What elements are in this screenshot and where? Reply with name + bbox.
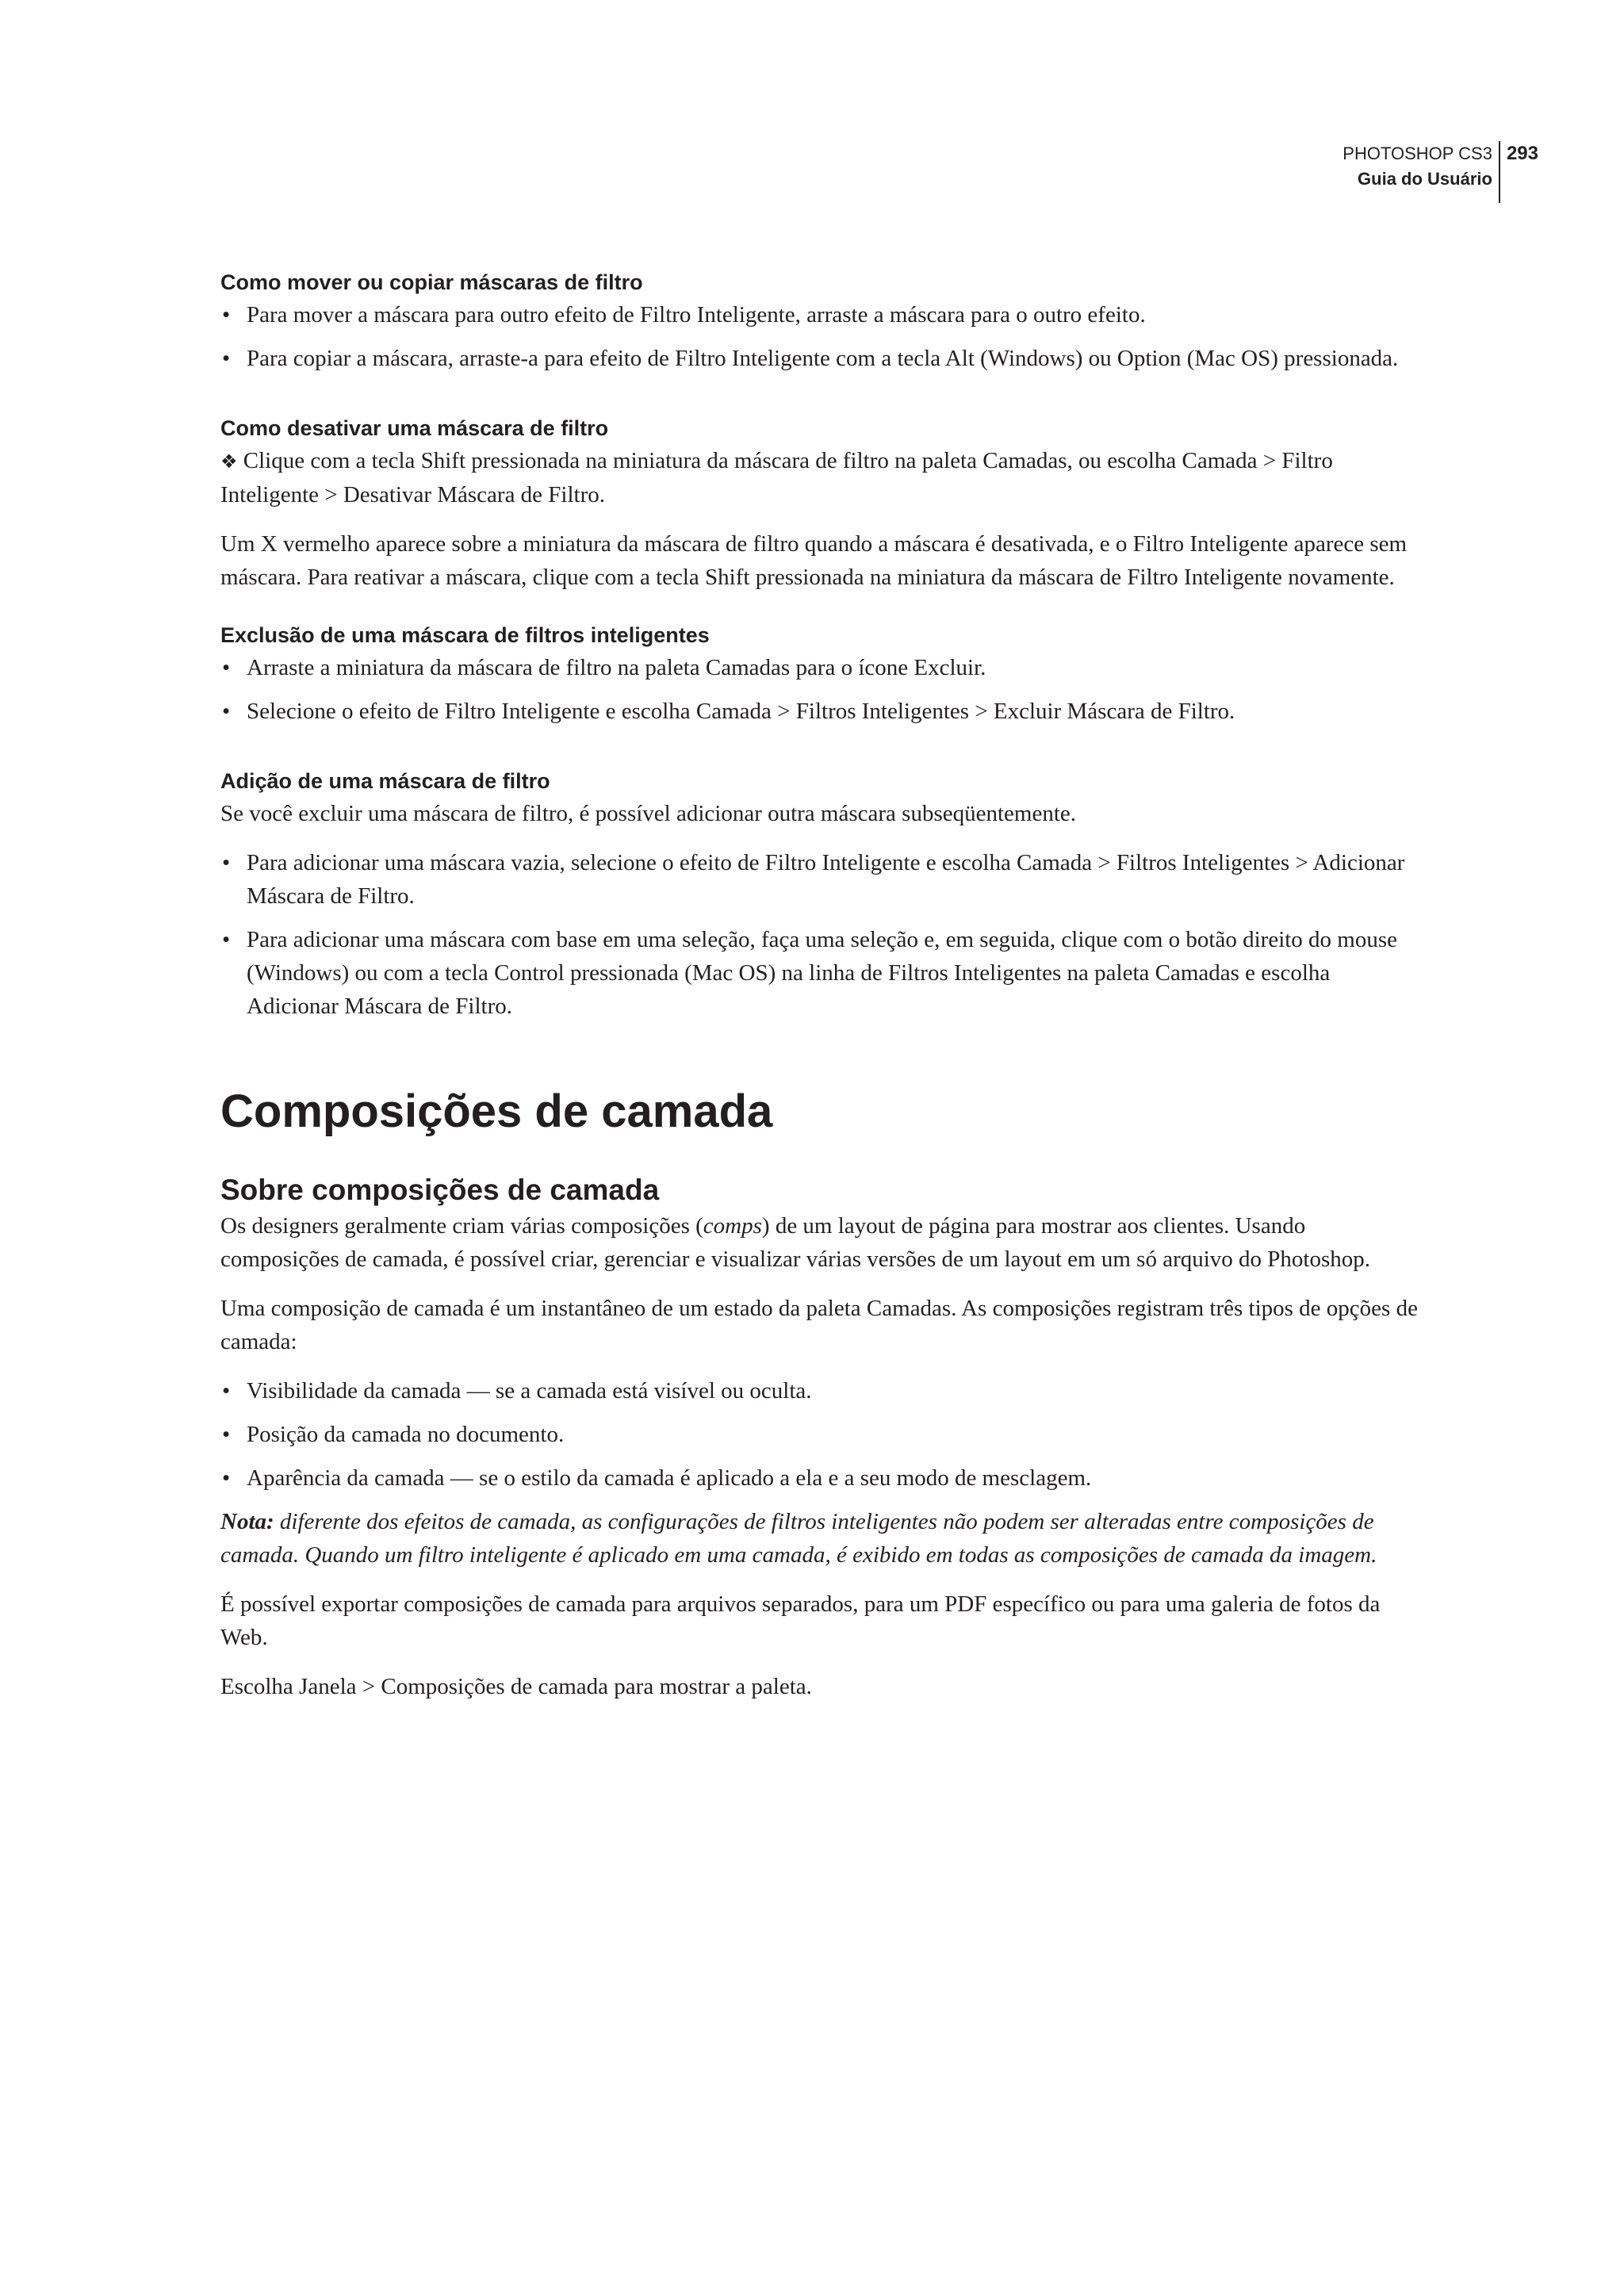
running-head [1342,141,1500,203]
bullet-glyph: • [222,699,231,724]
list-item-text: Para mover a máscara para outro efeito de Filtro Inteligente, arraste a máscara para o outro efeito. [247,302,1146,327]
list-item-text: Para copiar a máscara, arraste-a para efeito de Filtro Inteligente com a tecla Alt (Windows) ou Option (Mac OS) pressionada. [247,346,1399,371]
disable-step [220,444,1418,511]
bullet-glyph: • [222,346,231,371]
heading-layer-comps: Composições de camada [220,1086,773,1137]
heading-add: Adição de uma máscara de filtro [220,769,550,793]
bullet-glyph: • [222,927,231,952]
list-item [220,846,1418,913]
guide-title: Guia do Usuário [1358,169,1492,189]
list-item [220,695,1418,728]
bullet-glyph: • [222,1465,231,1491]
note [220,1505,1418,1572]
layer-options-list [220,1374,1418,1495]
bullet-glyph: • [222,850,231,875]
bullet-glyph: • [222,655,231,680]
note-label: Nota: [220,1509,274,1534]
list-item-text: Visibilidade da camada — se a camada está visível ou oculta. [247,1378,812,1404]
layer-comps-definition: Uma composição de camada é um instantâneo de um estado da paleta Camadas. As composições registram três tipos de opções de camada: [220,1296,1418,1354]
show-palette-paragraph: Escolha Janela > Composições de camada para mostrar a paleta. [220,1674,812,1699]
disable-paragraph: Um X vermelho aparece sobre a miniatura da máscara de filtro quando a máscara é desativada, e o Filtro Inteligente aparece sem máscara. Para reativar a máscara, clique com a tecla Shift pressionada na miniatura da máscara de Filtro Inteligente novamente. [220,531,1408,590]
list-item-text: Para adicionar uma máscara vazia, selecione o efeito de Filtro Inteligente e escolha Camada > Filtros Inteligentes > Adicionar Máscara de Filtro. [247,850,1405,909]
heading-delete: Exclusão de uma máscara de filtros inteligentes [220,623,710,647]
list-item-text: Selecione o efeito de Filtro Inteligente e escolha Camada > Filtros Inteligentes > Excluir Máscara de Filtro. [247,699,1235,724]
list-item-text: Posição da camada no documento. [247,1422,565,1447]
bullet-glyph: • [222,302,231,327]
list-item [220,1461,1418,1495]
delete-list [220,651,1418,728]
product-name: PHOTOSHOP CS3 [1342,144,1492,163]
page-header [1342,141,1538,203]
note-text: diferente dos efeitos de camada, as configurações de filtros inteligentes não podem ser alteradas entre composições de camada. Quando um filtro inteligente é aplicado em uma camada, é exibido em todas as composições de camada da imagem. [220,1509,1377,1568]
intro-text-start: Os designers geralmente criam várias composições ( [220,1213,703,1239]
step-marker-icon: ❖ [220,450,238,473]
intro-text-italic: comps [703,1213,762,1239]
list-item [220,923,1418,1023]
list-item [220,651,1418,684]
add-list [220,846,1418,1023]
bullet-glyph: • [222,1422,231,1447]
add-paragraph: Se você excluir uma máscara de filtro, é possível adicionar outra máscara subseqüentemente. [220,801,1077,826]
disable-step-text: Clique com a tecla Shift pressionada na miniatura da máscara de filtro na paleta Camadas, ou escolha Camada > Filtro Inteligente > Desativar Máscara de Filtro. [220,448,1333,507]
heading-move-copy: Como mover ou copiar máscaras de filtro [220,270,643,294]
page-content [220,266,1418,1719]
intro-text-end: ) de um layout de página para mostrar aos clientes. Usando composições de camada, é possível criar, gerenciar e visualizar várias versões de um layout em um só arquivo do Photoshop. [220,1213,1371,1272]
layer-comps-intro [220,1209,1418,1276]
heading-about-layer-comps: Sobre composições de camada [220,1174,660,1206]
page-number: 293 [1506,143,1538,164]
list-item [220,1374,1418,1407]
list-item-text: Aparência da camada — se o estilo da camada é aplicado a ela e a seu modo de mesclagem. [247,1465,1092,1491]
list-item [220,298,1418,331]
move-copy-list [220,298,1418,375]
list-item-text: Para adicionar uma máscara com base em uma seleção, faça uma seleção e, em seguida, clique com o botão direito do mouse (Windows) ou com a tecla Control pressionada (Mac OS) na linha de Filtros Inteligentes na paleta Camadas e escolha Adicionar Máscara de Filtro. [247,927,1398,1019]
bullet-glyph: • [222,1378,231,1404]
list-item [220,1418,1418,1451]
list-item [220,342,1418,375]
heading-disable: Como desativar uma máscara de filtro [220,416,609,440]
list-item-text: Arraste a miniatura da máscara de filtro na paleta Camadas para o ícone Excluir. [247,655,986,680]
export-paragraph: É possível exportar composições de camada para arquivos separados, para um PDF específico ou para uma galeria de fotos da Web. [220,1591,1381,1650]
